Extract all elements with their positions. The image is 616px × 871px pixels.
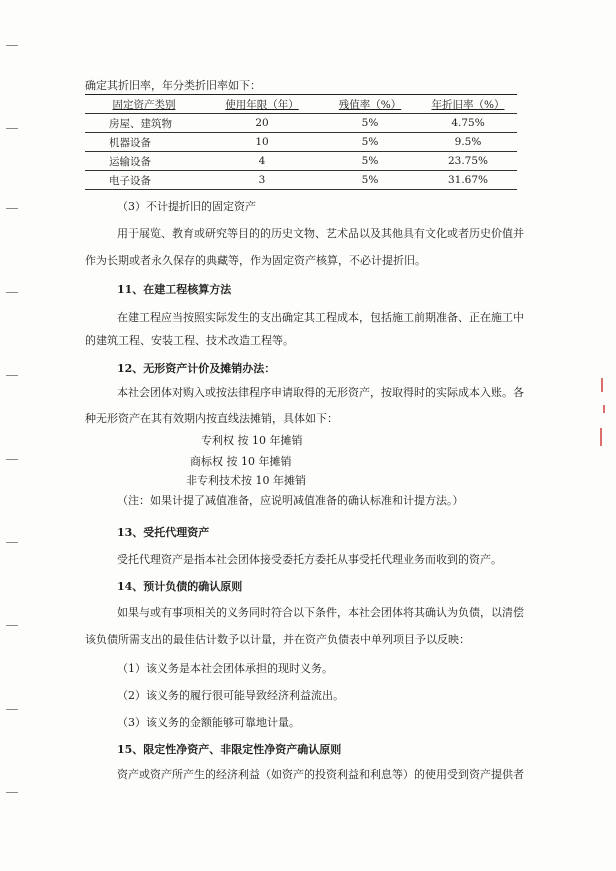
cell-category: 运输设备 (85, 152, 203, 171)
cell-residual-rate: 5% (321, 152, 419, 171)
table-row (85, 114, 517, 133)
margin-tick (6, 208, 18, 209)
margin-tick (6, 45, 18, 46)
margin-tick (6, 709, 18, 710)
margin-tick (6, 459, 18, 460)
cell-useful-life: 3 (203, 171, 321, 190)
paragraph: 用于展览、教育或研究等目的的历史文物、艺术品以及其他具有文化或者历史价值并 (117, 227, 524, 240)
cell-useful-life: 4 (203, 152, 321, 171)
section-11-title: 11、在建工程核算方法 (117, 283, 232, 296)
cell-annual-rate: 31.67% (419, 171, 517, 190)
seal-mark (600, 428, 602, 446)
paragraph: 的建筑工程、安装工程、技术改造工程等。 (85, 334, 294, 347)
margin-tick (6, 792, 18, 793)
margin-tick (6, 625, 18, 626)
paragraph: 种无形资产在其有效期内按直线法摊销，具体如下： (85, 412, 338, 425)
amortization-item: 专利权 按 10 年摊销 (201, 434, 303, 447)
cell-residual-rate: 5% (321, 171, 419, 190)
condition-item: （1）该义务是本社会团体承担的现时义务。 (117, 662, 333, 675)
cell-annual-rate: 23.75% (419, 152, 517, 171)
section-14-title: 14、预计负债的确认原则 (117, 580, 243, 593)
cell-useful-life: 10 (203, 133, 321, 152)
depreciation-table (85, 94, 517, 190)
cell-residual-rate: 5% (321, 114, 419, 133)
paragraph: 作为长期或者永久保存的典藏等，作为固定资产核算，不必计提折旧。 (85, 254, 426, 267)
cell-annual-rate: 4.75% (419, 114, 517, 133)
header-useful-life: 使用年限（年） (203, 95, 321, 114)
paragraph: 受托代理资产是指本社会团体接受委托方委托从事受托代理业务而收到的资产。 (117, 553, 502, 566)
condition-item: （2）该义务的履行很可能导致经济利益流出。 (117, 689, 344, 702)
header-annual-rate: 年折旧率（%） (419, 95, 517, 114)
table-row (85, 152, 517, 171)
amortization-item: 非专利技术按 10 年摊销 (186, 474, 306, 487)
section-3-title: （3）不计提折旧的固定资产 (117, 200, 256, 213)
header-residual-rate: 残值率（%） (321, 95, 419, 114)
condition-item: （3）该义务的金额能够可靠地计量。 (117, 716, 300, 729)
table-row (85, 171, 517, 190)
section-12-title: 12、无形资产计价及摊销办法： (117, 362, 276, 375)
header-category: 固定资产类别 (85, 95, 203, 114)
section-15-title: 15、限定性净资产、非限定性净资产确认原则 (117, 743, 342, 756)
table-row (85, 133, 517, 152)
margin-tick (6, 375, 18, 376)
paragraph: 如果与或有事项相关的义务同时符合以下条件，本社会团体将其确认为负债，以清偿 (117, 606, 524, 619)
paragraph: 在建工程应当按照实际发生的支出确定其工程成本，包括施工前期准备、正在施工中 (117, 311, 524, 324)
paragraph: 本社会团体对购入或按法律程序申请取得的无形资产，按取得时的实际成本入账。各 (117, 386, 524, 399)
cell-category: 机器设备 (85, 133, 203, 152)
section-13-title: 13、受托代理资产 (117, 526, 210, 539)
margin-tick (6, 542, 18, 543)
cell-category: 房屋、建筑物 (85, 114, 203, 133)
cell-category: 电子设备 (85, 171, 203, 190)
seal-mark (603, 405, 605, 413)
paragraph: 该负债所需支出的最佳估计数予以计量，并在资产负债表中单列项目予以反映： (85, 633, 470, 646)
cell-annual-rate: 9.5% (419, 133, 517, 152)
intro-line: 确定其折旧率，年分类折旧率如下： (85, 79, 261, 92)
amortization-item: 商标权 按 10 年摊销 (190, 455, 292, 468)
table-header-row (85, 95, 517, 114)
seal-mark (601, 378, 603, 392)
paragraph: 资产或资产所产生的经济利益（如资产的投资利益和利息等）的使用受到资产提供者 (117, 768, 524, 781)
note: （注：如果计提了减值准备，应说明减值准备的确认标准和计提方法。） (117, 494, 464, 507)
margin-tick (6, 128, 18, 129)
margin-tick (6, 292, 18, 293)
cell-useful-life: 20 (203, 114, 321, 133)
cell-residual-rate: 5% (321, 133, 419, 152)
